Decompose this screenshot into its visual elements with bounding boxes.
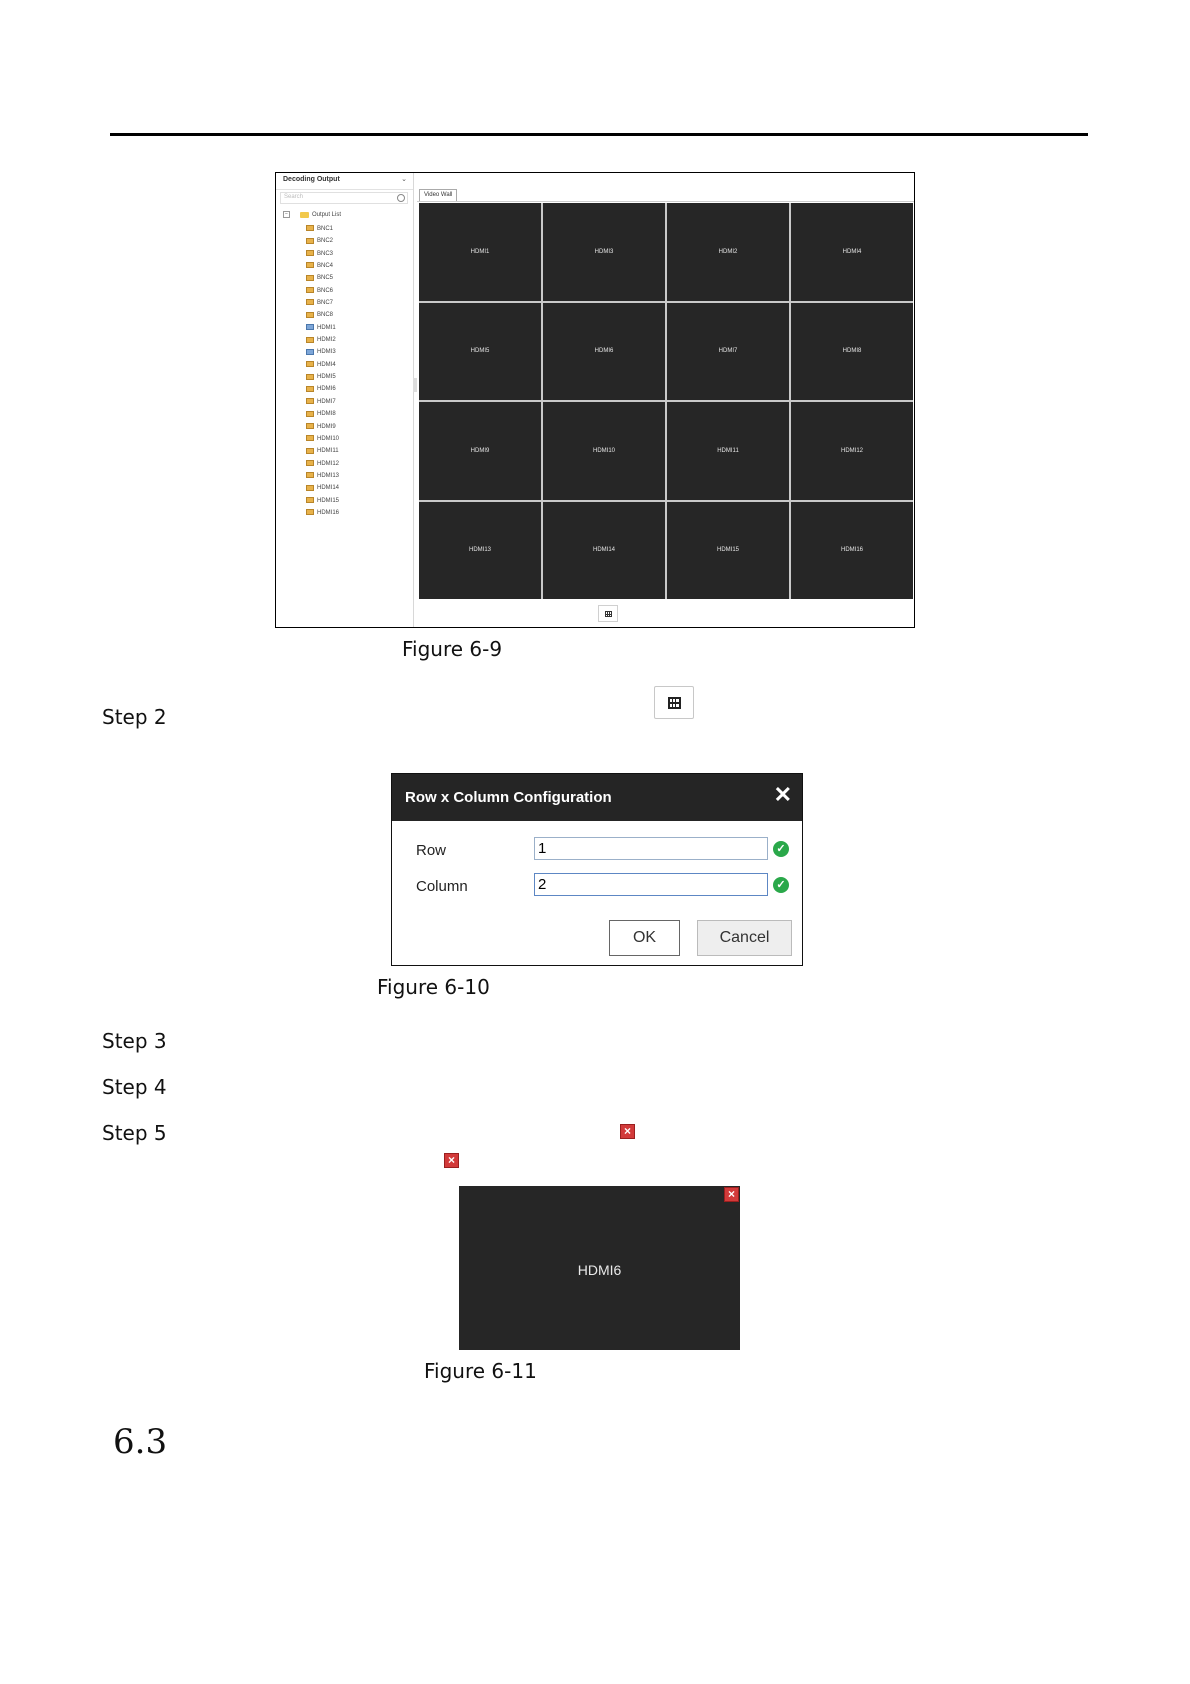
tree-item-label: HDMI3 [317, 349, 336, 356]
tree-item[interactable] [306, 248, 339, 260]
tree-item-label: HDMI2 [317, 337, 336, 344]
tree-item-label: HDMI4 [317, 361, 336, 368]
wall-window[interactable]: HDMI9 [419, 402, 541, 500]
wall-window[interactable]: HDMI8 [791, 303, 913, 401]
wall-window[interactable]: HDMI14 [543, 502, 665, 600]
tree-item-label: HDMI7 [317, 398, 336, 405]
device-icon [306, 448, 314, 454]
wall-window[interactable]: HDMI2 [667, 203, 789, 301]
tree-item-label: HDMI12 [317, 460, 340, 467]
search-input[interactable] [280, 192, 408, 204]
grid-layout-icon [605, 611, 612, 617]
tab-strip [417, 189, 914, 202]
cancel-button[interactable]: Cancel [697, 920, 792, 956]
dialog-header [392, 774, 802, 821]
device-icon [306, 337, 314, 343]
tree-root-output-list[interactable] [283, 211, 341, 221]
column-label: Column [416, 878, 468, 895]
tree-item[interactable] [306, 482, 339, 494]
device-icon [306, 238, 314, 244]
wall-window[interactable]: HDMI5 [419, 303, 541, 401]
step-label: Step 2 [102, 705, 167, 729]
tree-item[interactable] [306, 383, 339, 395]
wall-window[interactable]: HDMI10 [543, 402, 665, 500]
device-icon [306, 312, 314, 318]
video-wall-panel [417, 173, 914, 627]
tree-item-label: HDMI5 [317, 374, 336, 381]
tree-item[interactable] [306, 421, 339, 433]
tree-item[interactable] [306, 223, 339, 235]
wall-window[interactable]: HDMI1 [419, 203, 541, 301]
device-icon [306, 509, 314, 515]
tree-item-label: HDMI1 [317, 324, 336, 331]
video-wall-grid [419, 203, 913, 599]
wall-window[interactable]: HDMI15 [667, 502, 789, 600]
device-icon [306, 361, 314, 367]
section-number: 6.3 [113, 1422, 168, 1462]
tree-item-label: HDMI13 [317, 472, 340, 479]
tree-item-label: BNC3 [317, 250, 334, 257]
wall-window[interactable]: HDMI6 [543, 303, 665, 401]
tree-item[interactable] [306, 470, 339, 482]
tree-item[interactable] [306, 433, 339, 445]
tree-item-label: HDMI10 [317, 435, 340, 442]
wall-window[interactable]: HDMI13 [419, 502, 541, 600]
tree-item-label: BNC6 [317, 287, 334, 294]
tree-item[interactable] [306, 285, 339, 297]
tree-item[interactable] [306, 322, 339, 334]
device-icon [306, 374, 314, 380]
tree-item[interactable] [306, 235, 339, 247]
check-circle-icon: ✓ [773, 841, 789, 857]
delete-window-icon[interactable]: × [444, 1153, 459, 1168]
device-icon [306, 497, 314, 503]
search-icon[interactable] [397, 194, 405, 202]
row-column-config-dialog [391, 773, 803, 966]
tree-item-label: HDMI6 [317, 386, 336, 393]
search-placeholder: Search [284, 194, 304, 200]
decoding-output-panel [276, 173, 414, 627]
tree-item[interactable] [306, 297, 339, 309]
device-icon [306, 299, 314, 305]
row-column-config-button[interactable] [654, 686, 694, 719]
device-icon [306, 460, 314, 466]
dialog-title: Row x Column Configuration [405, 789, 612, 806]
device-icon [306, 324, 314, 330]
check-circle-icon: ✓ [773, 877, 789, 893]
tree-item[interactable] [306, 396, 339, 408]
wall-window-example[interactable] [459, 1186, 740, 1350]
device-icon [306, 250, 314, 256]
tree-item-label: BNC4 [317, 263, 334, 270]
chevron-down-icon[interactable]: ⌄ [401, 176, 407, 183]
tree-item[interactable] [306, 458, 339, 470]
window-label: HDMI6 [577, 1262, 622, 1278]
figure-caption: Figure 6-10 [377, 975, 490, 999]
device-icon [306, 275, 314, 281]
wall-window[interactable]: HDMI12 [791, 402, 913, 500]
tree-item[interactable] [306, 495, 339, 507]
wall-window[interactable]: HDMI11 [667, 402, 789, 500]
tree-item[interactable] [306, 272, 339, 284]
row-column-config-button[interactable] [598, 605, 618, 622]
step-label: Step 4 [102, 1075, 167, 1099]
tree-item[interactable] [306, 408, 339, 420]
tree-item-label: BNC7 [317, 300, 334, 307]
ok-button[interactable]: OK [609, 920, 680, 956]
tree-item-label: BNC2 [317, 238, 334, 245]
tree-item-label: HDMI15 [317, 497, 340, 504]
tree-item-label: BNC8 [317, 312, 334, 319]
tree-item[interactable] [306, 445, 339, 457]
wall-window[interactable]: HDMI16 [791, 502, 913, 600]
row-label: Row [416, 842, 447, 859]
figure-caption: Figure 6-9 [402, 637, 503, 661]
device-icon [306, 225, 314, 231]
delete-window-icon[interactable]: × [724, 1187, 739, 1202]
device-icon [306, 287, 314, 293]
tree-item-label: HDMI16 [317, 509, 340, 516]
wall-window[interactable]: HDMI3 [543, 203, 665, 301]
tree-item[interactable] [306, 507, 339, 519]
tree-item[interactable] [306, 309, 339, 321]
tree-item[interactable] [306, 346, 339, 358]
tree-root-label: Output List [312, 212, 342, 219]
tree-item-label: BNC5 [317, 275, 334, 282]
tree-item-label: BNC1 [317, 226, 334, 232]
tree-item-label: HDMI14 [317, 485, 340, 492]
delete-window-icon[interactable]: × [620, 1124, 635, 1139]
wall-window[interactable]: HDMI4 [791, 203, 913, 301]
tree-item[interactable] [306, 334, 339, 346]
tree-item-label: HDMI11 [317, 448, 339, 455]
figure-caption: Figure 6-11 [424, 1359, 537, 1383]
device-icon [306, 386, 314, 392]
folder-icon [300, 212, 309, 218]
tree-item[interactable] [306, 359, 339, 371]
step-label: Step 3 [102, 1029, 167, 1053]
wall-window[interactable]: HDMI7 [667, 303, 789, 401]
column-input[interactable]: 2 [534, 873, 768, 896]
step-label: Step 5 [102, 1121, 167, 1145]
panel-header[interactable] [276, 173, 413, 190]
collapse-icon[interactable]: − [283, 211, 290, 218]
panel-title: Decoding Output [283, 176, 340, 183]
tree-item[interactable] [306, 371, 339, 383]
device-icon [306, 398, 314, 404]
tree-item-label: HDMI9 [317, 423, 336, 430]
row-input[interactable]: 1 [534, 837, 768, 860]
close-icon[interactable]: ✕ [773, 782, 792, 807]
device-icon [306, 349, 314, 355]
device-icon [306, 435, 314, 441]
grid-layout-icon [668, 697, 681, 709]
tree-item-label: HDMI8 [317, 411, 336, 418]
device-icon [306, 472, 314, 478]
header-rule [110, 133, 1088, 136]
device-icon [306, 485, 314, 491]
tree-item[interactable] [306, 260, 339, 272]
decoding-output-screenshot [275, 172, 915, 628]
device-icon [306, 411, 314, 417]
device-icon [306, 423, 314, 429]
device-icon [306, 262, 314, 268]
output-tree-list [306, 223, 339, 519]
tab-video-wall[interactable]: Video Wall [419, 189, 457, 201]
